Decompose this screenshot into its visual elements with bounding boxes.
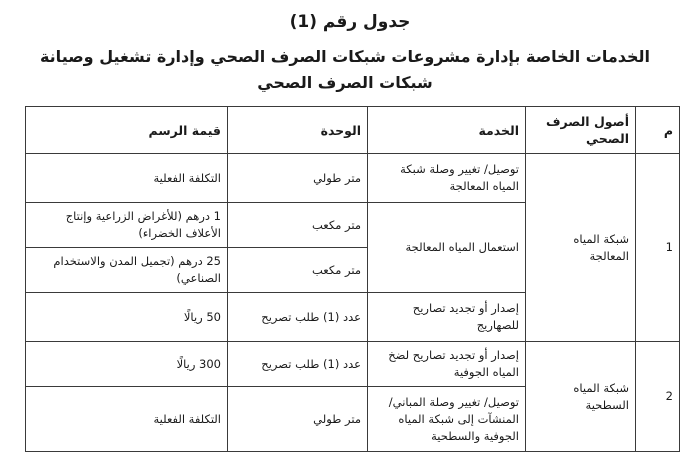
- service-cell: توصيل/ تغيير وصلة شبكة المياه المعالجة: [368, 154, 526, 203]
- unit-cell: متر مكعب: [228, 203, 368, 248]
- table-row: [26, 154, 680, 203]
- header-service: الخدمة: [368, 107, 526, 154]
- service-cell: إصدار أو تجديد تصاريح للصهاريج: [368, 293, 526, 342]
- unit-cell: عدد (1) طلب تصريح: [228, 293, 368, 342]
- row-number: 1: [636, 154, 680, 342]
- header-num: م: [636, 107, 680, 154]
- service-cell: إصدار أو تجديد تصاريح لضخ المياه الجوفية: [368, 342, 526, 387]
- asset-cell: شبكة المياه السطحية: [526, 342, 636, 452]
- table-header-row: [26, 107, 680, 154]
- table-row: [26, 342, 680, 387]
- asset-cell: شبكة المياه المعالجة: [526, 154, 636, 342]
- service-cell: استعمال المياه المعالجة: [368, 203, 526, 293]
- table-number-heading: جدول رقم (1): [289, 12, 411, 32]
- unit-cell: متر طولي: [228, 154, 368, 203]
- service-cell: توصيل/ تغيير وصلة المباني/ المنشآت إلى شبكة المياه الجوفية والسطحية: [368, 387, 526, 452]
- header-unit: الوحدة: [228, 107, 368, 154]
- unit-cell: متر مكعب: [228, 248, 368, 293]
- fee-cell: 25 درهم (تجميل المدن والاستخدام الصناعي): [26, 248, 228, 293]
- document-title: الخدمات الخاصة بإدارة مشروعات شبكات الصرف الصحي وإدارة تشغيل وصيانة شبكات الصرف الصحي: [39, 47, 651, 92]
- unit-cell: عدد (1) طلب تصريح: [228, 342, 368, 387]
- fee-cell: 1 درهم (للأغراض الزراعية وإنتاج الأعلاف الخضراء): [26, 203, 228, 248]
- fee-cell: 50 ريالًا: [26, 293, 228, 342]
- header-asset: أصول الصرف الصحي: [526, 107, 636, 154]
- fee-cell: 300 ريالًا: [26, 342, 228, 387]
- fee-cell: التكلفة الفعلية: [26, 387, 228, 452]
- fee-cell: التكلفة الفعلية: [26, 154, 228, 203]
- header-fee: قيمة الرسم: [26, 107, 228, 154]
- row-number: 2: [636, 342, 680, 452]
- services-table: [25, 106, 680, 452]
- unit-cell: متر طولي: [228, 387, 368, 452]
